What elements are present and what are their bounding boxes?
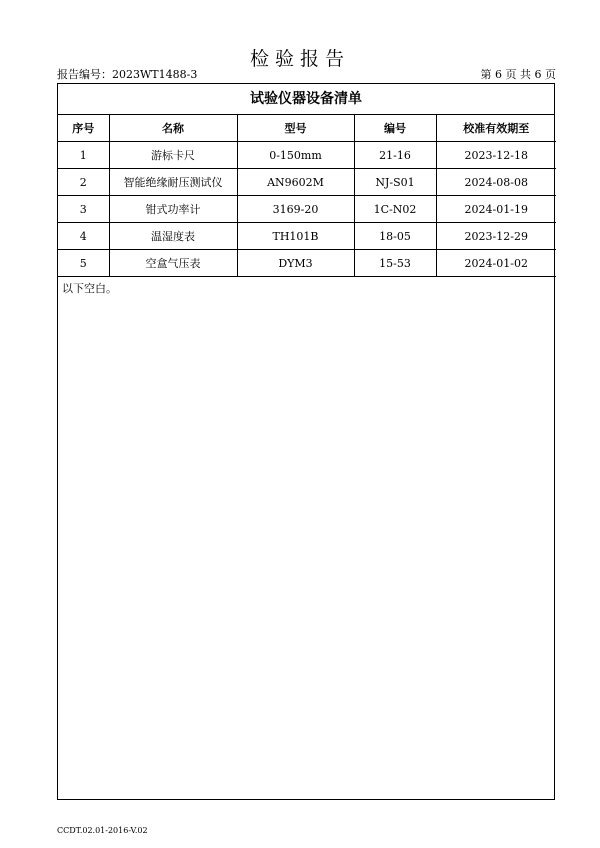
column-header-model: 型号 bbox=[237, 115, 354, 142]
cell-index: 4 bbox=[58, 223, 109, 250]
cell-number: NJ-S01 bbox=[354, 169, 436, 196]
cell-calibration-date: 2023-12-18 bbox=[436, 142, 556, 169]
table-row bbox=[58, 250, 556, 277]
table-header-row bbox=[58, 115, 556, 142]
cell-name: 游标卡尺 bbox=[109, 142, 237, 169]
cell-model: AN9602M bbox=[237, 169, 354, 196]
cell-index: 5 bbox=[58, 250, 109, 277]
cell-number: 15-53 bbox=[354, 250, 436, 277]
table-row bbox=[58, 169, 556, 196]
cell-number: 21-16 bbox=[354, 142, 436, 169]
report-title: 检验报告 bbox=[249, 48, 350, 70]
cell-calibration-date: 2024-01-02 bbox=[436, 250, 556, 277]
page-info: 第 6 页 共 6 页 bbox=[480, 68, 556, 81]
cell-model: TH101B bbox=[237, 223, 354, 250]
cell-model: 3169-20 bbox=[237, 196, 354, 223]
cell-number: 18-05 bbox=[354, 223, 436, 250]
table-row bbox=[58, 142, 556, 169]
cell-calibration-date: 2024-01-19 bbox=[436, 196, 556, 223]
equipment-list-box bbox=[57, 83, 555, 800]
cell-name: 温湿度表 bbox=[109, 223, 237, 250]
cell-calibration-date: 2023-12-29 bbox=[436, 223, 556, 250]
report-number: 报告编号：2023WT1488-3 bbox=[57, 68, 198, 81]
column-header-calibration-date: 校准有效期至 bbox=[436, 115, 556, 142]
cell-name: 智能绝缘耐压测试仪 bbox=[109, 169, 237, 196]
blank-below-note: 以下空白。 bbox=[62, 282, 117, 295]
table-row bbox=[58, 223, 556, 250]
cell-number: 1C-N02 bbox=[354, 196, 436, 223]
column-header-name: 名称 bbox=[109, 115, 237, 142]
column-header-index: 序号 bbox=[58, 115, 109, 142]
cell-model: DYM3 bbox=[237, 250, 354, 277]
cell-index: 1 bbox=[58, 142, 109, 169]
cell-index: 2 bbox=[58, 169, 109, 196]
form-code: CCDT.02.01-2016-V.02 bbox=[57, 826, 148, 835]
cell-calibration-date: 2024-08-08 bbox=[436, 169, 556, 196]
table-title: 试验仪器设备清单 bbox=[58, 84, 554, 115]
equipment-table bbox=[58, 115, 556, 277]
cell-index: 3 bbox=[58, 196, 109, 223]
column-header-number: 编号 bbox=[354, 115, 436, 142]
cell-model: 0-150mm bbox=[237, 142, 354, 169]
cell-name: 空盒气压表 bbox=[109, 250, 237, 277]
table-row bbox=[58, 196, 556, 223]
cell-name: 钳式功率计 bbox=[109, 196, 237, 223]
